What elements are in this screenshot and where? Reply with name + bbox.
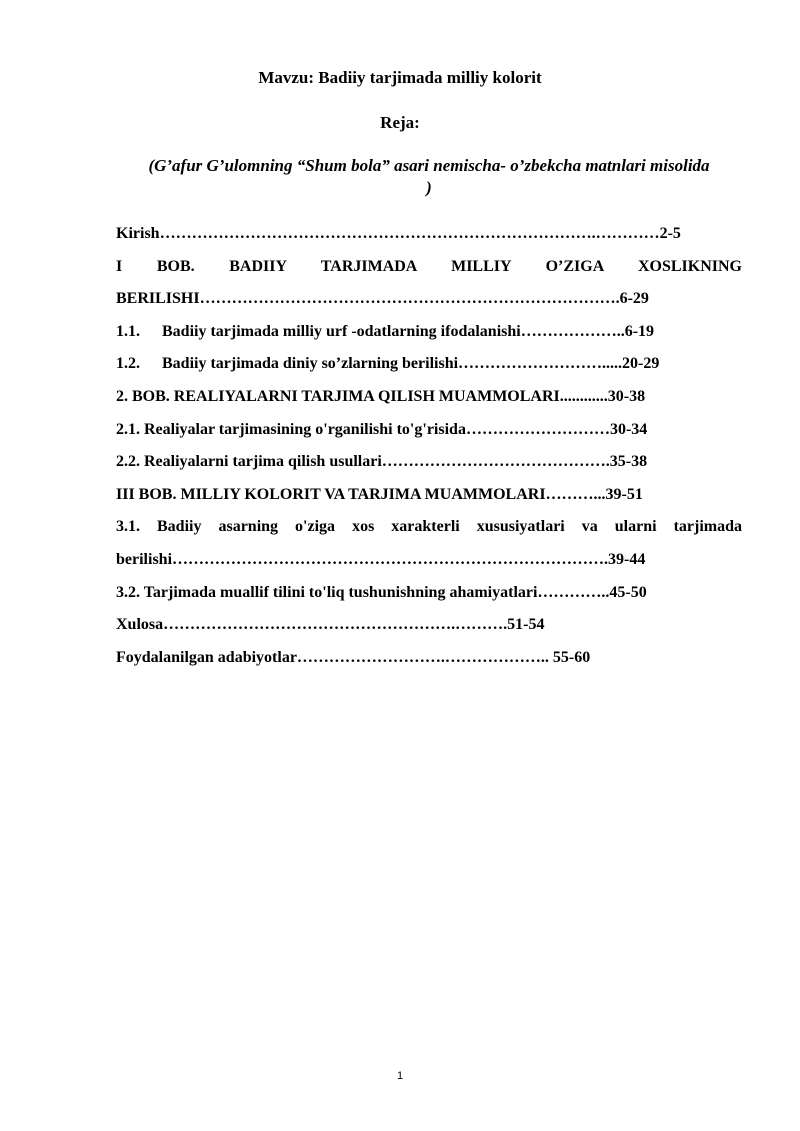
toc-intro: Kirish……………………………………………………………………….…………2-5	[116, 225, 681, 242]
toc-conclusion: Xulosa……………………………………………….……….51-54	[116, 616, 545, 634]
plan-heading: Reja:	[380, 113, 420, 132]
toc-chapter-3: III BOB. MILLIY KOLORIT VA TARJIMA MUAMMOLARI………...39-51	[116, 485, 643, 503]
toc-chapter-2: 2. BOB. REALIYALARNI TARJIMA QILISH MUAMMOLARI............30-38	[116, 387, 646, 405]
toc-section-1-1	[116, 316, 742, 349]
toc-section-text: Badiiy tarjimada diniy so’zlarning berilishi……………………….....20-29	[162, 355, 660, 373]
toc-section-3-1-title: 3.1. Badiiy asarning o'ziga xos xarakterli xususiyatlari va ularni tarjimada	[116, 518, 742, 536]
toc-section-number: 1.1.	[116, 322, 140, 340]
toc-section-3-2: 3.2. Tarjimada muallif tilini to'liq tushunishning ahamiyatlari…………..45-50	[116, 583, 647, 601]
toc-chapter-1-pages: BERILISHI…………………………………………………………………….6-29	[116, 290, 649, 308]
document-subtitle	[116, 155, 742, 199]
toc-chapter-1-title: I BOB. BADIIY TARJIMADA MILLIY O’ZIGA XOSLIKNING	[116, 257, 742, 275]
toc-section-text: Badiiy tarjimada milliy urf -odatlarning ifodalanishi………………..6-19	[162, 322, 655, 340]
subtitle-line-2: )	[426, 178, 432, 197]
subtitle-line-1: (G’afur G’ulomning “Shum bola” asari nemischa- o’zbekcha matnlari misolida	[148, 156, 710, 175]
table-of-contents	[116, 218, 742, 674]
document-title: Mavzu: Badiiy tarjimada milliy kolorit	[258, 68, 542, 87]
toc-references: Foydalanilgan adabiyotlar……………………….……………….. 55-60	[116, 648, 591, 666]
toc-section-number: 1.2.	[116, 355, 140, 373]
toc-section-2-1: 2.1. Realiyalar tarjimasining o'rganilishi to'g'risida………………………30-34	[116, 420, 648, 438]
toc-section-2-2: 2.2. Realiyalarni tarjima qilish usullari…………………………………….35-38	[116, 453, 648, 471]
toc-section-1-2	[116, 348, 742, 381]
page-number: 1	[396, 1070, 404, 1082]
toc-section-3-1-pages: berilishi……………………………………………………………………….39-44	[116, 550, 646, 568]
